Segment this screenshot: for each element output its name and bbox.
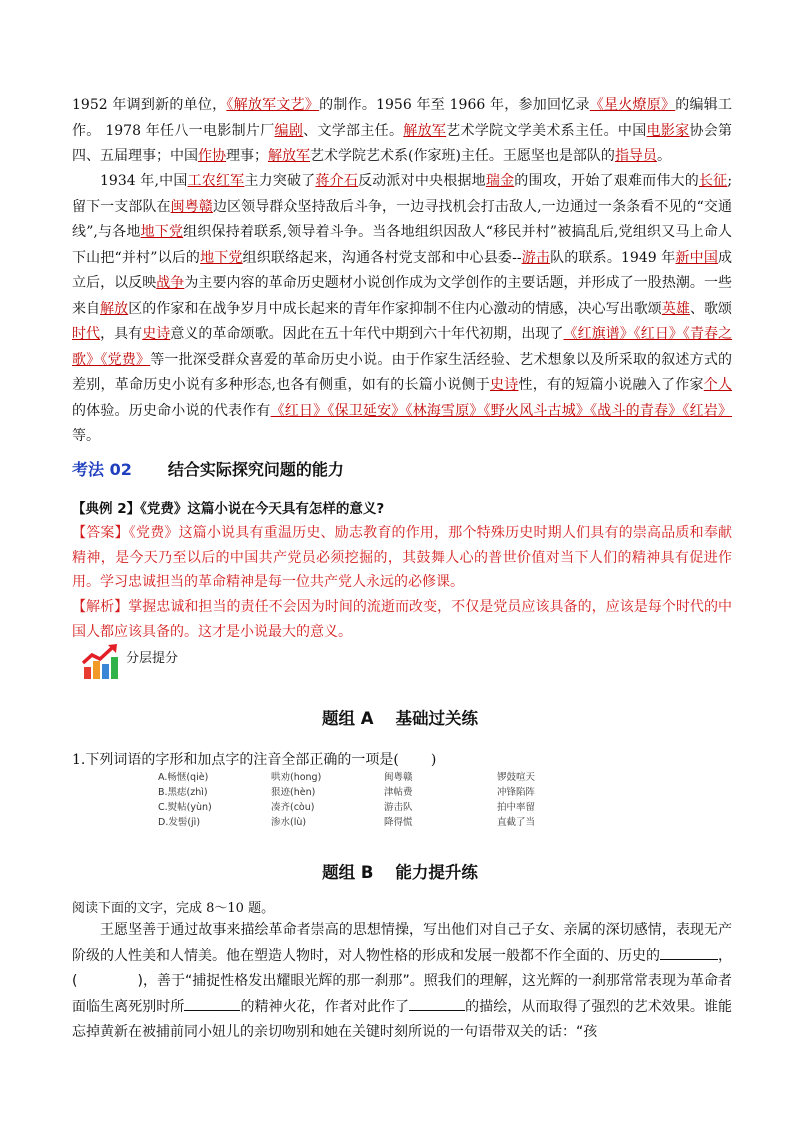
link[interactable]: 《星火燎原》: [589, 97, 676, 113]
option-row-d[interactable]: D.发髻(jì) 渗水(lù) 降得慌 直截了当: [158, 817, 536, 828]
link[interactable]: 《解放军文艺》: [226, 97, 320, 113]
link[interactable]: 解放: [100, 300, 129, 317]
link[interactable]: 闽粤赣: [170, 198, 213, 215]
paragraph-bio: 1952 年调到新的单位，《解放军文艺》的制作。1956 年至 1966 年，参加回忆录《星火燎原》的编辑工作。 1978 年任八一电影制片厂编剧、文学部主任。解放军艺术学院文学美术系主任。中国电影家协会第四、五届理事；中国作协理事；解放军艺术学院艺术系(作家班)主任。王愿坚也是部队的指导员。: [72, 97, 733, 164]
option-row-c[interactable]: C.熨帖(yùn) 凑齐(còu) 游击队 拍中率留: [158, 802, 536, 813]
answer-text: 《党费》这篇小说具有重温历史、励志教育的作用，那个特殊历史时期人们具有的崇高品质和奉献精神，是今天乃至以后的中国共产党员必须挖掘的，其鼓舞人心的普世价值对当下人们的精神具有促进作用。学习忠诚担当的革命精神是每一位共产党人永远的必修课。: [72, 525, 733, 590]
link[interactable]: 解放军: [403, 122, 447, 139]
option-row-b[interactable]: B.黑痣(zhì) 狠迹(hèn) 津帖费 冲锋陷阵: [158, 787, 536, 798]
layer-label: 分层提分: [126, 651, 179, 666]
blank-1[interactable]: [660, 945, 718, 960]
link[interactable]: 地下党: [140, 224, 184, 240]
blank-2[interactable]: [184, 996, 240, 1011]
link[interactable]: 作协: [198, 148, 226, 164]
link[interactable]: 工农红军: [187, 173, 245, 189]
link[interactable]: 史诗: [142, 326, 171, 342]
link[interactable]: 英雄: [661, 300, 690, 317]
reading-intro: 阅读下面的文字，完成 8～10 题。: [72, 901, 275, 916]
link[interactable]: 战争: [156, 275, 185, 291]
link[interactable]: 时代: [72, 326, 101, 342]
heading-number: 考法 02: [72, 460, 132, 479]
answer-block: [72, 521, 732, 595]
link[interactable]: 长征: [698, 173, 728, 189]
link[interactable]: 新中国: [675, 249, 718, 266]
link[interactable]: 指导员: [614, 148, 657, 164]
example-question: 【典例 2】《党费》这篇小说在今天具有怎样的意义?: [72, 501, 385, 517]
options-grid: [158, 770, 610, 830]
link[interactable]: 蒋介石: [315, 173, 359, 189]
chart-growth-icon: [80, 643, 120, 681]
option-row-a[interactable]: A.畅惬(qiè) 哄劝(hong) 闽粤赣 锣鼓喧天: [158, 772, 536, 783]
answer-label: 【答案】: [72, 525, 129, 541]
link[interactable]: 史诗: [489, 377, 519, 393]
layer-section: [80, 643, 178, 681]
question-1: 1.下列词语的字形和加点字的注音全部正确的一项是( ): [72, 752, 437, 768]
analysis-text: 掌握忠诚和担当的责任不会因为时间的流逝而改变，不仅是党员应该具备的，应该是每个时代的中国人都应该具备的。这才是小说最大的意义。: [72, 599, 733, 640]
link[interactable]: 游击: [521, 249, 551, 266]
link[interactable]: 地下党: [200, 249, 243, 266]
link[interactable]: 个人: [703, 377, 733, 393]
link[interactable]: 解放军: [268, 148, 310, 164]
analysis-label: 【解析】: [72, 599, 129, 615]
group-a-title: 题组 A 基础过关练: [321, 709, 478, 728]
reading-passage: 王愿坚善于通过故事来描绘革命者崇高的思想情操，写出他们对自己子女、亲属的深切感情，表现无产阶级的人性美和人情美。他在塑造人物时，对人物性格的形成和发展一般都不作全面的、历史的 ，( )，善于“捕捉性格发出耀眼光辉的那一刹那”。照我们的理解，这光辉的一刹那常常表现为革命者面临生离死别时所 的精神火花，作者对此作了 的描绘，从而取得了强烈的艺术效果。谁能忘掉黄新在被捕前同小妞儿的亲切吻别和她在关键时刻所说的一句语带双关的话：“孩: [72, 922, 733, 1040]
link[interactable]: 电影家: [646, 122, 690, 139]
link[interactable]: 编剧: [274, 122, 304, 139]
paragraph-history: 1934 年,中国工农红军主力突破了蒋介石反动派对中央根据地瑞金的围攻，开始了艰难而伟大的长征;留下一支部队在闽粤赣边区领导群众坚持敌后斗争，一边寻找机会打击敌人,一边通过一条条看不见的“交通线”,与各地地下党组织保持着联系,领导着斗争。当各地组织因敌人“移民并村”被搞乱后,党组织又马上命人下山把“并村”以后的地下党组织联络起来，沟通各村党支部和中心县委--游击队的联系。1949 年新中国成立后，以反映战争为主要内容的革命历史题材小说创作成为文学创作的主要话题，并形成了一股热潮。一些来自解放区的作家和在战争岁月中成长起来的青年作家抑制不住内心激动的情感，决心写出歌颂英雄、歌颂时代，具有史诗意义的革命颂歌。因此在五十年代中期到六十年代初期，出现了《红旗谱》《红日》《青春之歌》《党费》等一批深受群众喜爱的革命历史小说。由于作家生活经验、艺术想象以及所采取的叙述方式的差别，革命历史小说有多种形态,也各有侧重，如有的长篇小说侧于史诗性，有的短篇小说融入了作家个人的体验。历史命小说的代表作有《红日》《保卫延安》《林海雪原》《野火风斗古城》《战斗的青春》《红岩》等。: [72, 173, 733, 444]
link[interactable]: 瑞金: [485, 173, 515, 189]
heading-title: 结合实际探究问题的能力: [167, 460, 344, 479]
analysis-block: [72, 595, 732, 644]
link[interactable]: 《红日》《保卫延安》《林海雪原》《野火风斗古城》《战斗的青春》《红岩》: [270, 402, 732, 419]
link[interactable]: 《红旗谱》《红日》《青春之歌》《党费》: [72, 326, 733, 368]
section-heading: [72, 457, 344, 480]
blank-3[interactable]: [409, 996, 465, 1011]
group-b-title: 题组 B 能力提升练: [322, 863, 478, 882]
